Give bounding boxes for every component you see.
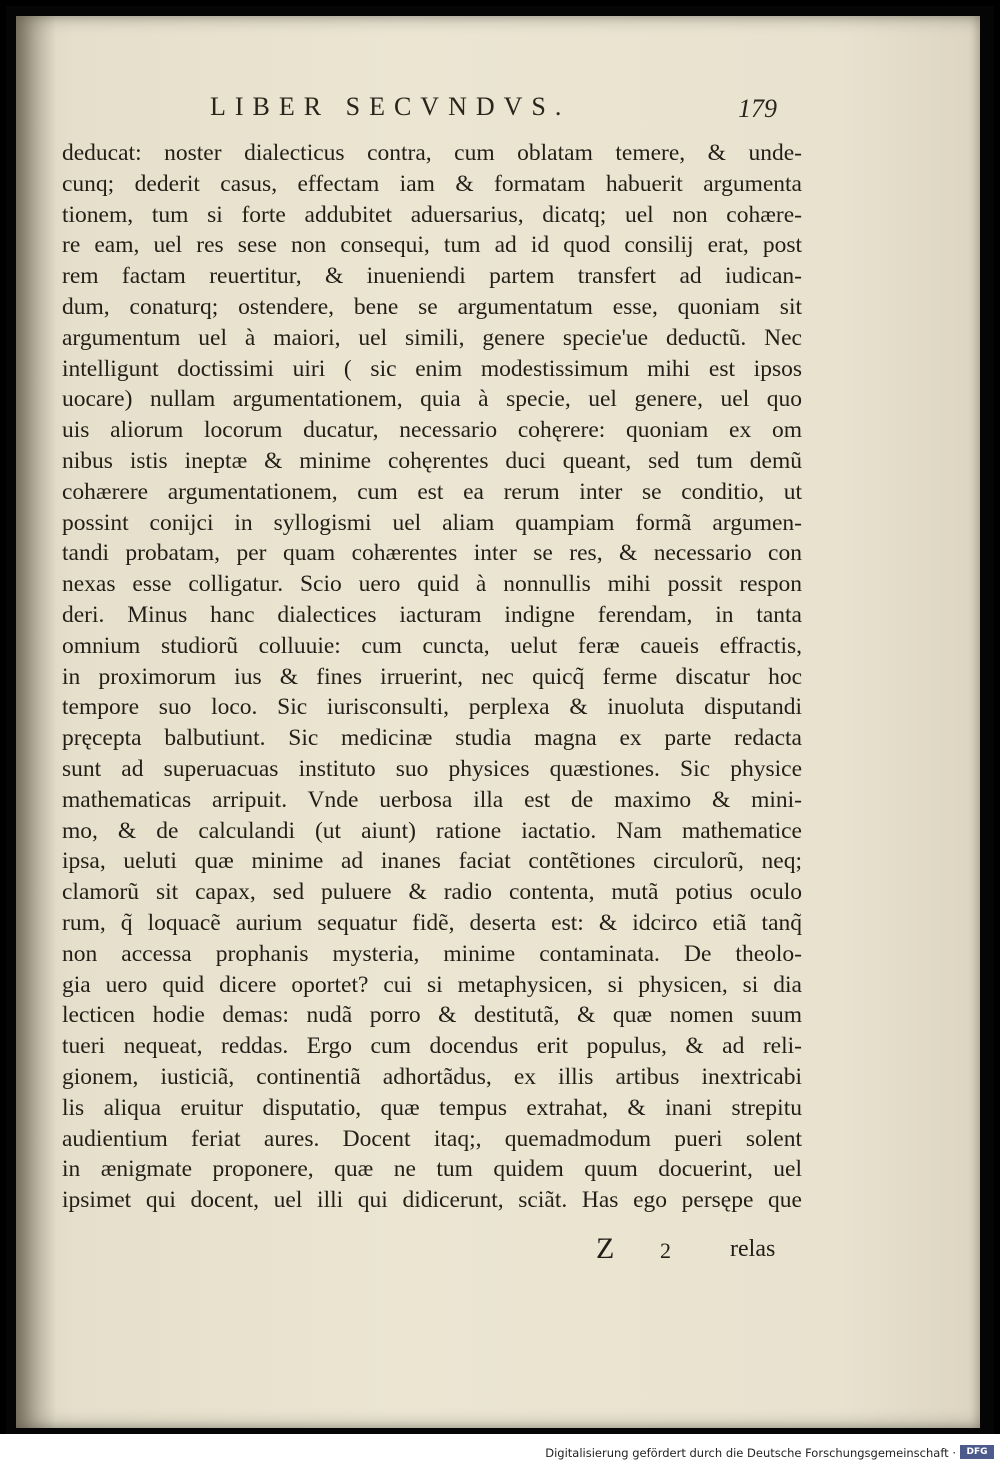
text-line: dum, conaturq; ostendere, bene se argumentatum esse, quoniam sit — [62, 293, 802, 320]
text-line: rem factam reuertitur, & inueniendi partem transfert ad iudican- — [62, 263, 802, 290]
text-line: cohærere argumentationem, cum est ea rerum inter se conditio, ut — [62, 478, 802, 505]
body-text — [62, 138, 802, 1216]
dfg-logo: DFG — [960, 1445, 994, 1459]
text-line: gia uero quid dicere oportet? cui si metaphysicen, si physicen, si dia — [62, 971, 802, 998]
text-line: possint conijci in syllogismi uel aliam quampiam formã argumen- — [62, 509, 802, 536]
text-line: tionem, tum si forte addubitet aduersarius, dicatq; uel non cohære- — [62, 201, 802, 228]
text-line: in ænigmate proponere, quæ ne tum quidem quum docuerint, uel — [62, 1156, 802, 1183]
text-line: sunt ad superuacuas instituto suo physices quæstiones. Sic physice — [62, 755, 802, 782]
text-line: clamorũ sit capax, sed puluere & radio contenta, mutã potius oculo — [62, 879, 802, 906]
text-line: ipsimet qui docent, uel illi qui didicerunt, sciãt. Has ego persępe que — [62, 1187, 802, 1214]
text-line: pręcepta balbutiunt. Sic medicinæ studia magna ex parte redacta — [62, 725, 802, 752]
text-line: intelligunt doctissimi uiri ( sic enim modestissimum mihi est ipsos — [62, 355, 802, 382]
gutter-shadow — [16, 16, 56, 1428]
text-line: uis aliorum locorum ducatur, necessario cohęrere: quoniam ex om — [62, 417, 802, 444]
page-number: 179 — [738, 94, 777, 123]
text-line: tueri nequeat, reddas. Ergo cum docendus erit populus, & ad reli- — [62, 1033, 802, 1060]
text-line: lis aliqua eruitur disputatio, quæ tempus extrahat, & inani strepitu — [62, 1094, 802, 1121]
text-line: nibus istis ineptæ & minime cohęrentes duci queant, sed tum demũ — [62, 447, 802, 474]
text-line: cunq; dederit casus, effectam iam & formatam habuerit argumenta — [62, 170, 802, 197]
text-line: re eam, uel res sese non consequi, tum ad id quod consilij erat, post — [62, 232, 802, 259]
catchword: relas — [730, 1236, 776, 1262]
funding-credit: Digitalisierung gefördert durch die Deutsche Forschungsgemeinschaft · — [545, 1446, 956, 1460]
page-footer-marks — [596, 1232, 796, 1268]
text-line: tempore suo loco. Sic iurisconsulti, perplexa & inuoluta disputandi — [62, 694, 802, 721]
text-line: mathematicas arripuit. Vnde uerbosa illa est de maximo & mini- — [62, 786, 802, 813]
text-line: nexas esse colligatur. Scio uero quid à nonnullis mihi possit respon — [62, 571, 802, 598]
text-line: ipsa, ueluti quæ minime ad inanes faciat contẽtiones circulorũ, neq; — [62, 848, 802, 875]
text-line: non accessa prophanis mysteria, minime contaminata. De theolo- — [62, 940, 802, 967]
text-line: rum, q̃ loquacẽ aurium sequatur fidẽ, deserta est: & idcirco etiã tanq̃ — [62, 909, 802, 936]
signature-mark: Z — [596, 1232, 615, 1265]
running-head: LIBER SECVNDVS. — [210, 92, 571, 121]
text-line: lecticen hodie demas: nudã porro & destitutã, & quæ nomen suum — [62, 1002, 802, 1029]
text-line: deducat: noster dialecticus contra, cum oblatam temere, & unde- — [62, 140, 802, 166]
text-line: tandi probatam, per quam cohærentes inter se res, & necessario con — [62, 540, 802, 567]
text-line: mo, & de calculandi (ut aiunt) ratione iactatio. Nam mathematice — [62, 817, 802, 844]
text-line: uocare) nullam argumentationem, quia à specie, uel genere, uel quo — [62, 386, 802, 413]
text-line: argumentum uel à maiori, uel simili, genere specie'ue deductũ. Nec — [62, 324, 802, 351]
text-line: omnium studiorũ colluuie: cum cuncta, uelut feræ caueis effractis, — [62, 632, 802, 659]
text-line: gionem, iusticiã, continentiã adhortãdus, ex illis artibus inextricabi — [62, 1063, 802, 1090]
signature-number: 2 — [660, 1238, 671, 1263]
text-line: audientium feriat aures. Docent itaq;, quemadmodum pueri solent — [62, 1125, 802, 1152]
digitization-footer — [0, 1434, 1000, 1472]
text-line: deri. Minus hanc dialectices iacturam indigne ferendam, in tanta — [62, 601, 802, 628]
text-line: in proximorum ius & fines irruerint, nec quicq̃ ferme discatur hoc — [62, 663, 802, 690]
